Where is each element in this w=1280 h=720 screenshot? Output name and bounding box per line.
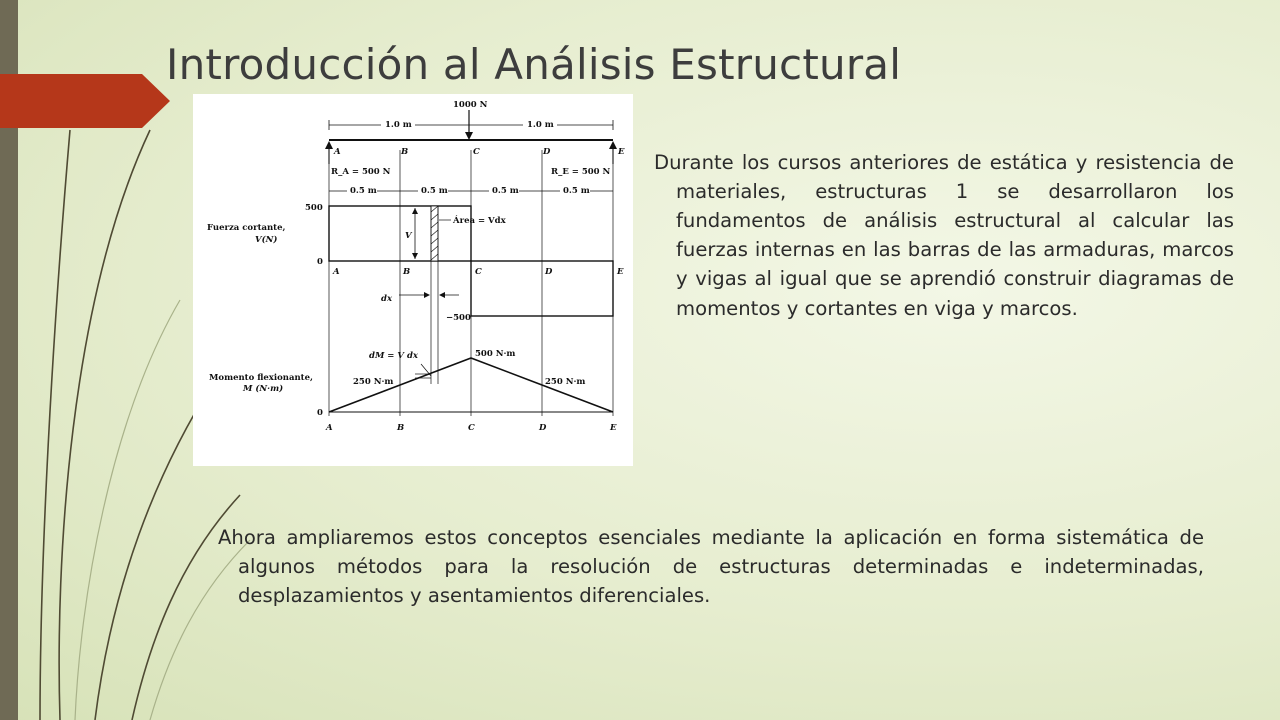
reaction-e-label: R_E = 500 N	[551, 167, 611, 177]
moment-tick-0: 0	[317, 408, 323, 418]
segment-de-label: 0.5 m	[563, 186, 590, 196]
moment-peak-label: 500 N·m	[475, 349, 516, 359]
shear-axis-label-1: Fuerza cortante,	[207, 223, 286, 233]
beam-point-a: A	[334, 147, 341, 157]
beam-point-c: C	[473, 147, 480, 157]
segment-ab-label: 0.5 m	[350, 186, 377, 196]
segment-cd-label: 0.5 m	[492, 186, 519, 196]
moment-point-e: E	[610, 423, 617, 433]
area-label: Área = Vdx	[453, 216, 506, 226]
dx-label: dx	[381, 294, 393, 304]
span-right-label: 1.0 m	[527, 120, 554, 130]
intro-paragraph: Durante los cursos anteriores de estática y resistencia de materiales, estructuras 1 se desarrollaron los fundamentos de análisis estructural al calcular las fuerzas internas en las barras de las armaduras, marcos y vigas al igual que se aprendió construir diagramas de momentos y cortantes en viga y marcos.	[654, 150, 1234, 320]
beam-diagram-figure	[193, 94, 633, 466]
moment-quarter-left-label: 250 N·m	[353, 377, 394, 387]
shear-point-b: B	[403, 267, 411, 277]
span-left-label: 1.0 m	[385, 120, 412, 130]
moment-point-c: C	[468, 423, 475, 433]
reaction-a-label: R_A = 500 N	[331, 167, 391, 177]
slide-title: Introducción al Análisis Estructural	[166, 40, 902, 90]
shear-point-c: C	[475, 267, 482, 277]
shear-axis-label-2: V(N)	[255, 235, 278, 245]
shear-point-a: A	[333, 267, 340, 277]
dm-label: dM = V dx	[369, 351, 418, 361]
shear-tick-minus-500: −500	[446, 313, 471, 323]
moment-point-a: A	[326, 423, 333, 433]
shear-point-d: D	[545, 267, 553, 277]
moment-axis-label-1: Momento flexionante,	[209, 373, 313, 383]
moment-point-d: D	[539, 423, 547, 433]
shear-tick-500: 500	[305, 203, 323, 213]
moment-point-b: B	[397, 423, 405, 433]
segment-bc-label: 0.5 m	[421, 186, 448, 196]
moment-axis-label-2: M (N·m)	[243, 384, 284, 394]
beam-point-e: E	[618, 147, 625, 157]
beam-point-b: B	[401, 147, 409, 157]
moment-quarter-right-label: 250 N·m	[545, 377, 586, 387]
shear-tick-0: 0	[317, 257, 323, 267]
load-label: 1000 N	[453, 100, 488, 110]
v-label: V	[405, 231, 412, 241]
scope-paragraph: Ahora ampliaremos estos conceptos esenciales mediante la aplicación en forma sistemática de algunos métodos para la resolución de estructuras determinadas e indeterminadas, desplazamientos y asentamientos diferenciales.	[218, 525, 1204, 607]
title-accent-bar	[0, 74, 170, 128]
shear-point-e: E	[617, 267, 624, 277]
beam-point-d: D	[543, 147, 551, 157]
